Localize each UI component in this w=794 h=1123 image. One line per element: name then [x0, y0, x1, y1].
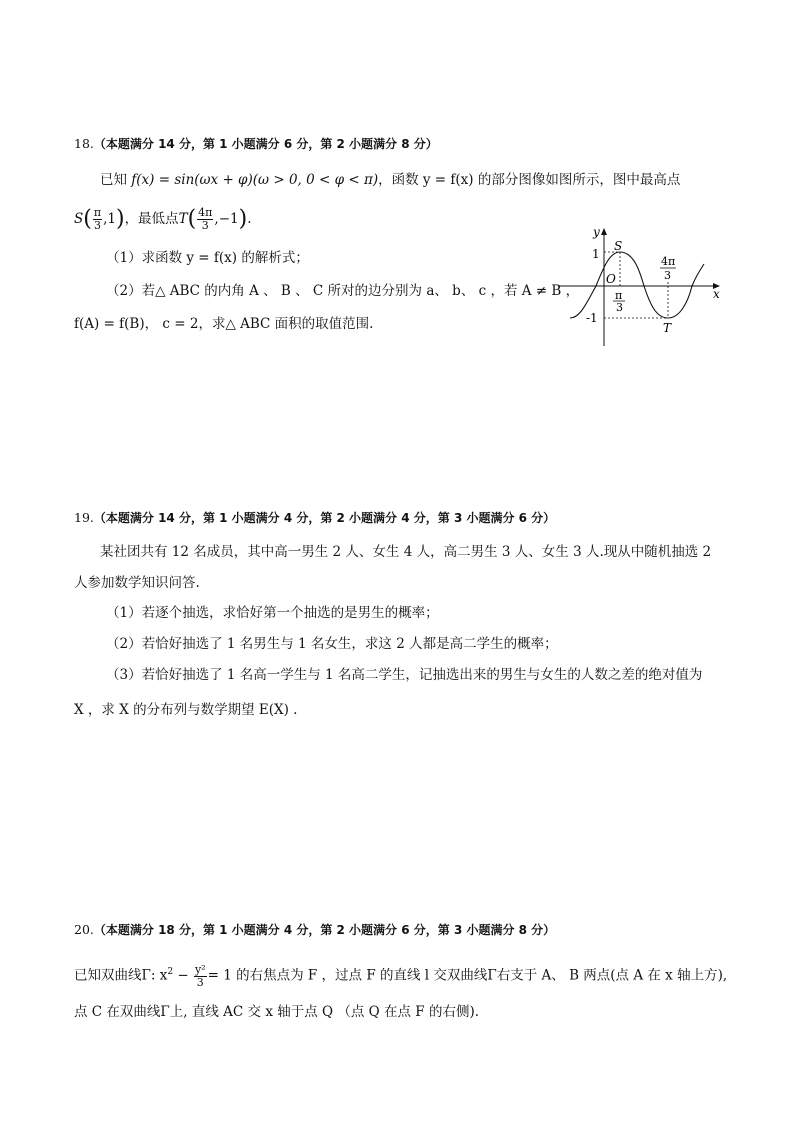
q19-part2: （2）若恰好抽选了 1 名男生与 1 名女生，求这 2 人都是高二学生的概率；	[106, 636, 558, 652]
q18-number: 18.	[74, 136, 94, 151]
q18-intro-suffix: ，函数 y = f(x) 的部分图像如图所示，图中最高点	[378, 172, 681, 188]
q19-header	[74, 508, 555, 528]
tick-4pi-over-3-num: 4π	[661, 255, 676, 268]
q20-line1-suffix: = 1 的右焦点为 F ，过点 F 的直线 l 交双曲线Γ右支于 A、 B 两点(点 A 在 x 轴上方),	[207, 967, 728, 984]
q18-s-denominator: 3	[93, 219, 101, 232]
q18-part2-line2: f(A) = f(B)， c = 2，求△ ABC 面积的取值范围.	[74, 316, 374, 332]
tick-4pi-over-3-den: 3	[664, 269, 671, 282]
origin-label: O	[606, 272, 616, 286]
q19-number: 19.	[74, 510, 94, 525]
q20-minus-sign: −	[173, 967, 193, 984]
q20-y-squared-fraction	[194, 964, 207, 989]
q19-part3-line1: （3）若恰好抽选了 1 名高一学生与 1 名高二学生，记抽选出来的男生与女生的人数之差的绝对值为	[106, 667, 703, 683]
q19-intro-line2: 人参加数学知识问答.	[74, 575, 200, 591]
q19-header-text: （本题满分 14 分，第 1 小题满分 4 分，第 2 小题满分 4 分，第 3 小题满分 6 分）	[93, 511, 556, 525]
q20-fraction-denominator: 3	[196, 975, 204, 989]
y-axis-label: y	[593, 225, 600, 239]
q18-s-numerator: π	[93, 206, 102, 219]
y-one-label: 1	[592, 247, 600, 261]
y-neg-one-label: -1	[586, 311, 598, 325]
q20-number: 20.	[74, 922, 94, 937]
tick-pi-over-3-num: π	[615, 289, 623, 302]
q18-sine-graph	[550, 222, 730, 350]
q18-t-tail: ,−1	[214, 211, 239, 227]
q20-x-squared-exponent: 2	[167, 967, 174, 977]
q18-function-definition: f(x) = sin(ωx + φ)(ω > 0, 0 < φ < π)	[131, 172, 379, 188]
q18-point-s-label: S	[74, 211, 84, 227]
y-axis-arrow	[601, 228, 607, 235]
q19-part1: （1）若逐个抽选，求恰好第一个抽选的是男生的概率；	[106, 605, 439, 621]
q19-intro-line1: 某社团共有 12 名成员，其中高一男生 2 人、女生 4 人，高二男生 3 人、女生 3 人.现从中随机抽选 2	[100, 544, 712, 560]
q18-t-denominator: 3	[201, 219, 209, 232]
q18-t-fraction	[197, 207, 213, 232]
sine-curve	[570, 252, 704, 318]
q19-part3-line2: X ，求 X 的分布列与数学期望 E(X) .	[74, 702, 298, 718]
q18-part1: （1）求函数 y = f(x) 的解析式；	[106, 250, 309, 266]
q18-points: S( $\frac{\pi}{3}$ ,1)，最低点T( $\frac{4\pi}{3}$ ,−1).	[74, 206, 252, 232]
q18-t-numerator: 4π	[198, 206, 213, 219]
q18-part2-line1: （2）若△ ABC 的内角 A 、 B 、 C 所对的边分别为 a、 b、 c ，若 A ≠ B ，	[106, 283, 580, 299]
q18-s-tail: ,1	[103, 211, 116, 227]
x-axis-label: x	[713, 287, 720, 301]
q20-line1	[74, 962, 727, 989]
q18-intro	[100, 170, 680, 190]
q18-point-t-label: T	[178, 211, 188, 227]
q18-lowest-text: ，最低点	[124, 211, 179, 227]
q20-fraction-numerator: y²	[194, 962, 206, 976]
q18-header	[74, 134, 438, 154]
point-t-label: T	[663, 321, 672, 335]
q20-header-text: （本题满分 18 分，第 1 小题满分 4 分，第 2 小题满分 6 分，第 3 小题满分 8 分）	[93, 923, 556, 937]
q20-hyperbola-prefix: 已知双曲线Γ: x	[74, 967, 168, 984]
q20-header	[74, 920, 555, 940]
q18-header-text: （本题满分 14 分，第 1 小题满分 6 分，第 2 小题满分 8 分）	[93, 137, 438, 151]
q18-intro-prefix: 已知	[100, 172, 127, 188]
tick-pi-over-3-den: 3	[616, 301, 623, 314]
point-s-label: S	[614, 239, 623, 253]
q18-s-fraction	[93, 207, 102, 232]
q20-line2: 点 C 在双曲线Γ上, 直线 AC 交 x 轴于点 Q （点 Q 在点 F 的右侧).	[74, 1004, 480, 1020]
